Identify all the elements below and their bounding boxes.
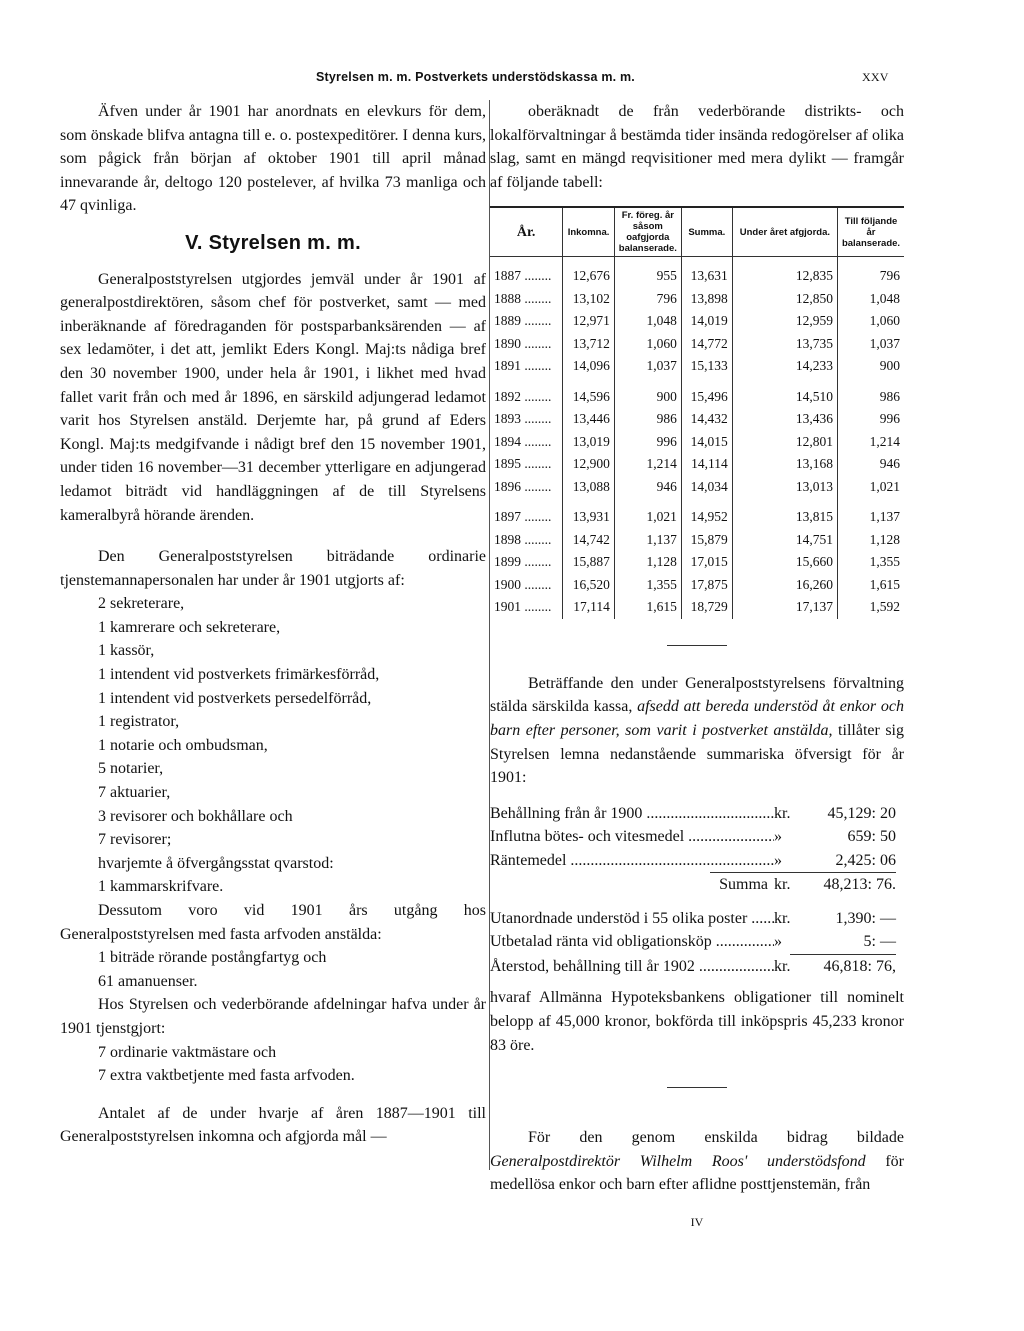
table-row bbox=[490, 257, 904, 288]
value-cell: 13,631 bbox=[681, 257, 732, 288]
value-cell: 1,137 bbox=[838, 498, 905, 529]
value-cell: 15,660 bbox=[732, 551, 837, 574]
value-cell: 12,676 bbox=[563, 257, 615, 288]
table-row bbox=[490, 453, 904, 476]
staff-item: 7 revisorer; bbox=[98, 831, 172, 849]
value-cell: 1,214 bbox=[838, 431, 905, 454]
account-currency: » bbox=[774, 828, 782, 846]
account-total-1 bbox=[490, 873, 896, 897]
value-cell: 13,436 bbox=[732, 408, 837, 431]
paragraph-table-intro: oberäknadt de från vederbörande distrikts- och lokalförvaltningar å bestämda tider insända redogörelser af olika slag, samt en mängd reqvisitioner med mera dylikt — framgår af följande tabell: bbox=[490, 103, 904, 191]
account-label: Utbetalad ränta vid obligationsköp ..... bbox=[490, 930, 774, 954]
year-cell: 1890 ........ bbox=[494, 335, 552, 351]
column-header: Under året afgjorda. bbox=[732, 208, 837, 257]
staff-item: 1 registrator, bbox=[98, 713, 180, 731]
paragraph-bonds: hvaraf Allmänna Hypoteksbankens obligationer till nominelt belopp af 45,000 kronor, bokförda till inköpspris 45,233 kronor 83 öre. bbox=[490, 989, 904, 1054]
total-label: Summa bbox=[719, 876, 768, 894]
staff-item: 3 revisorer och bokhållare och bbox=[98, 807, 293, 825]
fund-intro-text-end: tillåter sig Styrelsen lemna nedanstående summariska öfversigt för år 1901: bbox=[490, 722, 904, 787]
table-row bbox=[490, 551, 904, 574]
table-row bbox=[490, 529, 904, 552]
account-total-2 bbox=[490, 955, 896, 979]
value-cell: 796 bbox=[614, 288, 681, 311]
total-amount: 48,213: 76. bbox=[823, 876, 896, 894]
value-cell: 1,060 bbox=[838, 310, 905, 333]
value-cell: 15,133 bbox=[681, 355, 732, 378]
value-cell: 14,751 bbox=[732, 529, 837, 552]
value-cell: 17,137 bbox=[732, 596, 837, 619]
staff-list bbox=[60, 592, 486, 852]
page-number: XXV bbox=[862, 70, 889, 84]
table-row bbox=[490, 355, 904, 378]
value-cell: 14,034 bbox=[681, 476, 732, 499]
value-cell: 17,114 bbox=[563, 596, 615, 619]
balance-row bbox=[490, 955, 896, 979]
table-row bbox=[490, 288, 904, 311]
value-cell: 1,048 bbox=[614, 310, 681, 333]
year-cell: 1889 ........ bbox=[494, 313, 552, 329]
value-cell: 13,735 bbox=[732, 333, 837, 356]
value-cell: 1,214 bbox=[614, 453, 681, 476]
year-cell: 1892 ........ bbox=[494, 388, 552, 404]
transition-item: 1 kammarskrifvare. bbox=[98, 878, 224, 896]
value-cell: 12,971 bbox=[563, 310, 615, 333]
value-cell: 900 bbox=[838, 355, 905, 378]
value-cell: 946 bbox=[838, 453, 905, 476]
account-amount: 45,129: 20 bbox=[827, 804, 896, 822]
value-cell: 13,446 bbox=[563, 408, 615, 431]
table-row bbox=[490, 498, 904, 529]
value-cell: 1,021 bbox=[838, 476, 905, 499]
roos-text-end: för medellösa enkor och barn efter aflidne posttjenstemän, från bbox=[490, 1152, 904, 1194]
account-row bbox=[490, 825, 896, 849]
value-cell: 14,114 bbox=[681, 453, 732, 476]
table-body bbox=[490, 257, 904, 619]
running-title: Styrelsen m. m. Postverkets understödskassa m. m. bbox=[316, 70, 635, 84]
table-row bbox=[490, 408, 904, 431]
section-heading: V. Styrelsen m. m. bbox=[185, 231, 361, 254]
served-item: 7 ordinarie vaktmästare och bbox=[98, 1043, 277, 1061]
paragraph-fund-intro bbox=[490, 672, 904, 790]
value-cell: 14,596 bbox=[563, 378, 615, 409]
column-header: År. bbox=[516, 224, 536, 240]
year-cell: 1894 ........ bbox=[494, 433, 552, 449]
total-row bbox=[490, 873, 896, 897]
fee-item: 61 amanuenser. bbox=[98, 972, 198, 990]
year-cell: 1896 ........ bbox=[494, 478, 552, 494]
staff-item: 7 aktuarier, bbox=[98, 784, 171, 802]
total-currency: kr. bbox=[774, 876, 791, 894]
account-row bbox=[490, 907, 896, 931]
value-cell: 14,233 bbox=[732, 355, 837, 378]
value-cell: 14,432 bbox=[681, 408, 732, 431]
account-amount: 659: 50 bbox=[847, 828, 896, 846]
value-cell: 1,615 bbox=[614, 596, 681, 619]
signature-mark: IV bbox=[690, 1214, 704, 1229]
staff-item: 1 notarie och ombudsman, bbox=[98, 736, 268, 754]
transition-text: hvarjemte å öfvergångsstat qvarstod: bbox=[98, 854, 334, 872]
balance-amount: 46,818: 76, bbox=[823, 957, 896, 975]
value-cell: 1,355 bbox=[614, 574, 681, 597]
account-label: Influtna bötes- och vitesmedel ..... bbox=[490, 825, 774, 849]
account-row bbox=[490, 849, 896, 873]
right-column bbox=[490, 100, 904, 1235]
value-cell: 18,729 bbox=[681, 596, 732, 619]
paragraph-board: Generalpoststyrelsen utgjordes jemväl under år 1901 af generalpostdirektören, såsom chef för postverket, samt — med inberäknande af föredraganden för postsparbanksärenden — af sex ledamöter, i det att, jemlikt Eders Kongl. Maj:ts nådiga bref den 30 november 1900, under hela år 1901, i likhet med hvad fallet varit från och med år 1896, en särskild adjungerad ledamot varit hos Styrelsen anstäld. Derjemte har, på grund af Eders Kongl. Maj:ts medgifvande i nådigt bref den 15 november 1901, under tiden 16 november—31 december ytterligare en adjungerad ledamot biträdt vid handläggningen af de till Styrelsens kameralbyrå hörande ärenden. bbox=[60, 270, 486, 524]
fund-intro-text: Beträffande den under Generalpoststyrelsens förvaltning stälda särskilda kassa, bbox=[490, 674, 904, 716]
column-header: Inkomna. bbox=[563, 208, 615, 257]
value-cell: 946 bbox=[614, 476, 681, 499]
value-cell: 13,898 bbox=[681, 288, 732, 311]
account-amount: 1,390: — bbox=[835, 909, 896, 927]
account-summary-2 bbox=[490, 907, 896, 954]
account-currency: » bbox=[774, 851, 782, 869]
roos-emphasis: Generalpostdirektör Wilhelm Roos' understödsfond bbox=[490, 1152, 866, 1170]
value-cell: 14,772 bbox=[681, 333, 732, 356]
column-header: Fr. föreg. år såsom oafgjorda balanserade. bbox=[614, 208, 681, 257]
table-header-row bbox=[490, 208, 904, 257]
staff-item: 1 kassör, bbox=[98, 642, 155, 660]
value-cell: 17,015 bbox=[681, 551, 732, 574]
fund-intro-emphasis: afsedd att bereda understöd åt enkor och barn efter personer, som varit i postverket anstälda, bbox=[490, 698, 904, 740]
value-cell: 796 bbox=[838, 257, 905, 288]
value-cell: 12,801 bbox=[732, 431, 837, 454]
paragraph-served: Hos Styrelsen och vederbörande afdelningar hafva under år 1901 tjenstgjort: bbox=[60, 996, 486, 1037]
table-row bbox=[490, 476, 904, 499]
left-column bbox=[60, 100, 486, 1149]
balance-label: Återstod, behållning till år 1902 ..... bbox=[490, 955, 774, 979]
account-currency: » bbox=[774, 933, 782, 951]
fee-list bbox=[60, 946, 486, 993]
column-header: Summa. bbox=[681, 208, 732, 257]
paragraph-fees: Dessutom voro vid 1901 års utgång hos Generalpoststyrelsen med fasta arfvoden anstälda: bbox=[60, 902, 486, 943]
year-cell: 1901 ........ bbox=[494, 599, 552, 615]
value-cell: 1,060 bbox=[614, 333, 681, 356]
account-currency: kr. bbox=[774, 909, 791, 927]
year-cell: 1899 ........ bbox=[494, 554, 552, 570]
value-cell: 986 bbox=[838, 378, 905, 409]
account-label: Behållning från år 1900 ..... bbox=[490, 802, 774, 826]
value-cell: 14,742 bbox=[563, 529, 615, 552]
account-label: Utanordnade understöd i 55 olika poster ..... bbox=[490, 907, 774, 931]
value-cell: 13,088 bbox=[563, 476, 615, 499]
paragraph-elevkurs: Äfven under år 1901 har anordnats en elevkurs för dem, som önskade blifva antagna till e. o. postexpeditörer. I denna kurs, som pågick från början af oktober 1901 till april månad innevarande år, deltogo 120 postelever, af hvilka 73 manliga och 47 qvinliga. bbox=[60, 103, 486, 215]
value-cell: 16,520 bbox=[563, 574, 615, 597]
value-cell: 13,019 bbox=[563, 431, 615, 454]
table-row bbox=[490, 574, 904, 597]
year-cell: 1898 ........ bbox=[494, 531, 552, 547]
value-cell: 13,712 bbox=[563, 333, 615, 356]
value-cell: 12,835 bbox=[732, 257, 837, 288]
account-label: Räntemedel ..... bbox=[490, 849, 774, 873]
value-cell: 13,013 bbox=[732, 476, 837, 499]
staff-item: 5 notarier, bbox=[98, 760, 164, 778]
table-row bbox=[490, 310, 904, 333]
served-list bbox=[60, 1041, 486, 1088]
served-item: 7 extra vaktbetjente med fasta arfvoden. bbox=[98, 1067, 355, 1085]
year-cell: 1888 ........ bbox=[494, 290, 552, 306]
value-cell: 1,048 bbox=[838, 288, 905, 311]
value-cell: 1,037 bbox=[838, 333, 905, 356]
staff-item: 1 kamrerare och sekreterare, bbox=[98, 618, 281, 636]
staff-item: 1 intendent vid postverkets frimärkesförråd, bbox=[98, 666, 380, 684]
value-cell: 13,815 bbox=[732, 498, 837, 529]
value-cell: 12,959 bbox=[732, 310, 837, 333]
account-row bbox=[490, 802, 896, 826]
account-amount: 5: — bbox=[863, 933, 896, 951]
value-cell: 14,952 bbox=[681, 498, 732, 529]
value-cell: 1,128 bbox=[614, 551, 681, 574]
value-cell: 996 bbox=[838, 408, 905, 431]
value-cell: 1,128 bbox=[838, 529, 905, 552]
year-cell: 1895 ........ bbox=[494, 456, 552, 472]
year-cell: 1887 ........ bbox=[494, 268, 552, 284]
value-cell: 12,900 bbox=[563, 453, 615, 476]
table-row bbox=[490, 333, 904, 356]
value-cell: 14,019 bbox=[681, 310, 732, 333]
account-amount: 2,425: 06 bbox=[835, 851, 896, 869]
value-cell: 986 bbox=[614, 408, 681, 431]
value-cell: 1,137 bbox=[614, 529, 681, 552]
value-cell: 996 bbox=[614, 431, 681, 454]
paragraph-cases: Antalet af de under hvarje af åren 1887—1901 till Generalpoststyrelsen inkomna och afgjorda mål — bbox=[60, 1104, 486, 1146]
year-cell: 1893 ........ bbox=[494, 411, 552, 427]
value-cell: 14,096 bbox=[563, 355, 615, 378]
value-cell: 13,931 bbox=[563, 498, 615, 529]
fee-item: 1 biträde rörande postångfartyg och bbox=[98, 949, 327, 967]
staff-item: 2 sekreterare, bbox=[98, 595, 185, 613]
value-cell: 955 bbox=[614, 257, 681, 288]
account-currency: kr. bbox=[774, 804, 791, 822]
column-header: Till följande år balanserade. bbox=[838, 208, 905, 257]
table-row bbox=[490, 431, 904, 454]
value-cell: 15,887 bbox=[563, 551, 615, 574]
table-row bbox=[490, 596, 904, 619]
balance-currency: kr. bbox=[774, 957, 791, 975]
year-cell: 1900 ........ bbox=[494, 576, 552, 592]
value-cell: 16,260 bbox=[732, 574, 837, 597]
value-cell: 900 bbox=[614, 378, 681, 409]
account-row bbox=[490, 930, 896, 954]
year-cell: 1891 ........ bbox=[494, 358, 552, 374]
roos-text: För den genom enskilda bidrag bildade bbox=[528, 1129, 904, 1147]
value-cell: 1,037 bbox=[614, 355, 681, 378]
paragraph-staff-intro: Den Generalpoststyrelsen biträdande ordinarie tjenstemannapersonalen har under år 1901 utgjorts af: bbox=[60, 548, 486, 589]
value-cell: 15,496 bbox=[681, 378, 732, 409]
value-cell: 15,879 bbox=[681, 529, 732, 552]
value-cell: 17,875 bbox=[681, 574, 732, 597]
value-cell: 12,850 bbox=[732, 288, 837, 311]
value-cell: 13,168 bbox=[732, 453, 837, 476]
paragraph-roos-fund bbox=[490, 1126, 904, 1197]
value-cell: 1,615 bbox=[838, 574, 905, 597]
cases-table bbox=[490, 208, 904, 619]
value-cell: 14,015 bbox=[681, 431, 732, 454]
value-cell: 13,102 bbox=[563, 288, 615, 311]
table-row bbox=[490, 378, 904, 409]
value-cell: 14,510 bbox=[732, 378, 837, 409]
value-cell: 1,355 bbox=[838, 551, 905, 574]
staff-item: 1 intendent vid postverkets persedelförråd, bbox=[98, 689, 372, 707]
value-cell: 1,021 bbox=[614, 498, 681, 529]
year-cell: 1897 ........ bbox=[494, 509, 552, 525]
value-cell: 1,592 bbox=[838, 596, 905, 619]
account-summary-1 bbox=[490, 802, 896, 873]
